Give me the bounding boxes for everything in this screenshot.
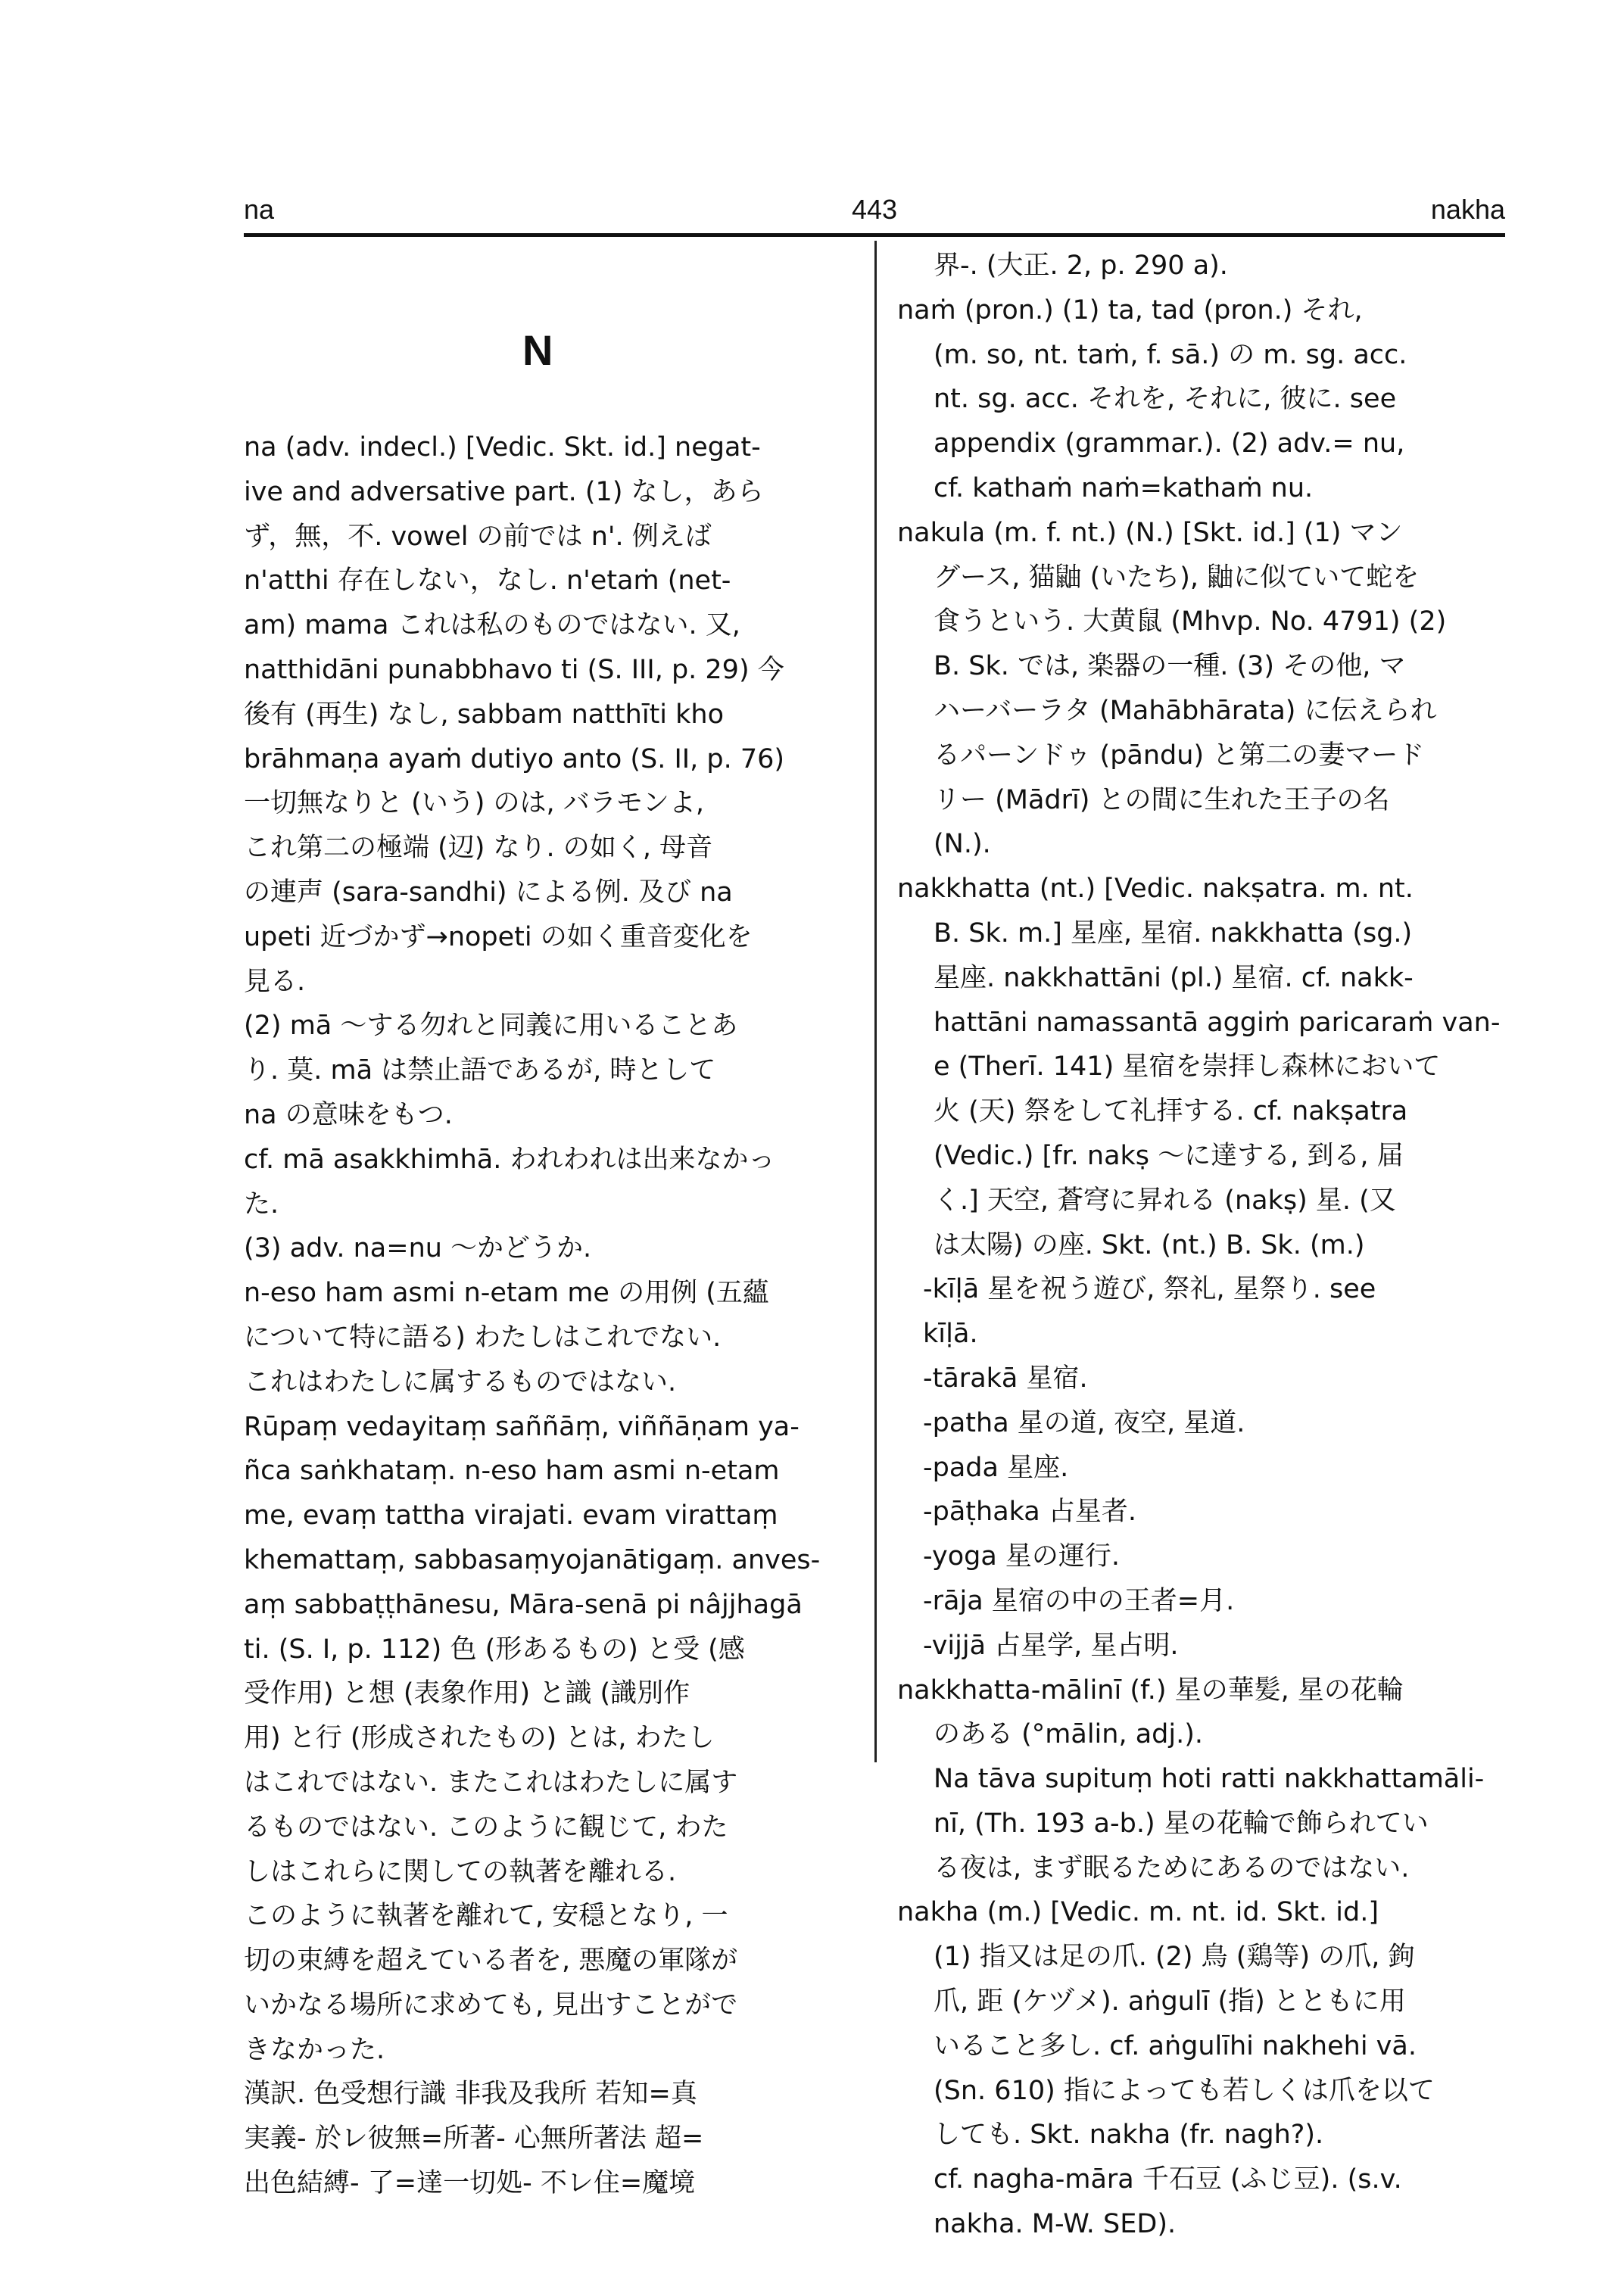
text-line: nī, (Th. 193 a-b.) 星の花輪で飾られてい bbox=[934, 1808, 1429, 1839]
text-line: るものではない. このように観じて, わた bbox=[244, 1812, 728, 1843]
text-line: リー (Mādrī) との間に生れた王子の名 bbox=[934, 784, 1390, 815]
text-line: (1) 指又は足の爪. (2) 鳥 (鶏等) の爪, 鉤 bbox=[934, 1942, 1415, 1973]
page-number: 443 bbox=[851, 194, 898, 225]
text-line: きなかった. bbox=[244, 2034, 385, 2065]
column-divider bbox=[874, 241, 877, 1762]
text-line: (2) mā ～する勿れと同義に用いることあ bbox=[244, 1011, 738, 1042]
text-line: 一切無なりと (いう) のは, バラモンよ, bbox=[244, 788, 704, 819]
text-line: na の意味をもつ. bbox=[244, 1099, 453, 1130]
text-line: nakkhatta-mālinī (f.) 星の華髪, 星の花輪 bbox=[897, 1675, 1404, 1706]
text-line: Rūpaṃ vedayitaṃ saññāṃ, viññāṇam ya- bbox=[244, 1411, 800, 1442]
text-line: 見る. bbox=[244, 966, 306, 997]
text-line: グース, 猫鼬 (いたち), 鼬に似ていて蛇を bbox=[934, 562, 1420, 593]
text-line: hattāni namassantā aggiṁ paricaraṁ van- bbox=[934, 1007, 1501, 1038]
header-left-guide-word: na bbox=[244, 194, 275, 225]
text-line: 実義- 於レ彼無=所著- 心無所著法 超= bbox=[244, 2123, 704, 2154]
text-line: 火 (天) 祭をして礼拝する. cf. nakṣatra bbox=[934, 1096, 1408, 1127]
text-line: n'atthi 存在しない，なし. n'etaṁ (net- bbox=[244, 565, 731, 597]
text-line: (3) adv. na=nu ～かどうか. bbox=[244, 1233, 592, 1264]
text-line: khemattaṃ, sabbasaṃyojanātigaṃ. anves- bbox=[244, 1544, 821, 1575]
text-line: -tārakā 星宿. bbox=[923, 1363, 1088, 1394]
text-line: (m. so, nt. taṁ, f. sā.) の m. sg. acc. bbox=[934, 339, 1407, 370]
text-line: しはこれらに関しての執著を離れる. bbox=[244, 1856, 677, 1887]
header-right-guide-word: nakha bbox=[1430, 194, 1505, 225]
text-line: -vijjā 占星学, 星占明. bbox=[923, 1630, 1179, 1661]
text-line: について特に語る) わたしはこれでない. bbox=[244, 1322, 722, 1353]
text-line: -pada 星座. bbox=[923, 1452, 1069, 1483]
text-line: の連声 (sara-sandhi) による例. 及び na bbox=[244, 877, 733, 908]
text-line: Na tāva supituṃ hoti ratti nakkhattamāli- bbox=[934, 1764, 1485, 1795]
text-line: ti. (S. I, p. 112) 色 (形あるもの) と受 (感 bbox=[244, 1634, 745, 1665]
section-letter: N bbox=[522, 326, 553, 374]
text-line: しても. Skt. nakha (fr. nagh?). bbox=[934, 2120, 1324, 2151]
text-line: e (Therī. 141) 星宿を崇拝し森林において bbox=[934, 1051, 1441, 1083]
text-line: 切の束縛を超えている者を, 悪魔の軍隊が bbox=[244, 1946, 738, 1977]
text-line: く.] 天空, 蒼穹に昇れる (nakṣ) 星. (又 bbox=[934, 1185, 1396, 1216]
text-line: のある (°mālin, adj.). bbox=[934, 1719, 1203, 1750]
text-line: brāhmaṇa ayaṁ dutiyo anto (S. II, p. 76) bbox=[244, 743, 785, 774]
left-column bbox=[244, 425, 849, 2206]
text-line: (Vedic.) [fr. nakṣ ～に達する, 到る, 届 bbox=[934, 1140, 1404, 1171]
text-line: -pāṭhaka 占星者. bbox=[923, 1497, 1136, 1528]
text-line: た. bbox=[244, 1189, 279, 1220]
text-line: kīḷā. bbox=[923, 1319, 978, 1350]
text-line: 出色結縛- 了=達一切処- 不レ住=魔境 bbox=[244, 2168, 696, 2199]
text-line: は太陽) の座. Skt. (nt.) B. Sk. (m.) bbox=[934, 1229, 1365, 1260]
text-line: natthidāni punabbhavo ti (S. III, p. 29) 今 bbox=[244, 654, 784, 685]
text-line: これはわたしに属するものではない. bbox=[244, 1366, 677, 1397]
text-line: n-eso ham asmi n-etam me の用例 (五蘊 bbox=[244, 1278, 769, 1309]
right-column bbox=[897, 244, 1503, 2247]
text-line: 爪, 距 (ケヅメ). aṅgulī (指) とともに用 bbox=[934, 1986, 1406, 2017]
text-line: naṁ (pron.) (1) ta, tad (pron.) それ, bbox=[897, 294, 1363, 326]
text-line: nakha (m.) [Vedic. m. nt. id. Skt. id.] bbox=[897, 1897, 1379, 1928]
text-line: am) mama これは私のものではない. 又, bbox=[244, 610, 740, 641]
page-header bbox=[244, 189, 1505, 235]
text-line: 用) と行 (形成されたもの) とは, わたし bbox=[244, 1723, 715, 1754]
text-line: nakula (m. f. nt.) (N.) [Skt. id.] (1) マン bbox=[897, 517, 1403, 548]
text-line: upeti 近づかず→nopeti の如く重音変化を bbox=[244, 921, 753, 952]
text-line: これ第二の極端 (辺) なり. の如く, 母音 bbox=[244, 833, 713, 864]
text-line: appendix (grammar.). (2) adv.= nu, bbox=[934, 428, 1405, 460]
text-line: -rāja 星宿の中の王者=月. bbox=[923, 1585, 1235, 1616]
text-line: 星座. nakkhattāni (pl.) 星宿. cf. nakk- bbox=[934, 962, 1414, 993]
text-line: 食うという. 大黄鼠 (Mhvp. No. 4791) (2) bbox=[934, 606, 1447, 637]
text-line: cf. kathaṁ naṁ=kathaṁ nu. bbox=[934, 472, 1314, 503]
text-line: nt. sg. acc. それを, それに, 彼に. see bbox=[934, 384, 1397, 415]
text-line: ず，無，不. vowel の前では n'. 例えば bbox=[244, 521, 712, 552]
text-line: る夜は, まず眠るためにあるのではない. bbox=[934, 1852, 1410, 1883]
text-line: いかなる場所に求めても, 見出すことがで bbox=[244, 1989, 738, 2020]
text-line: B. Sk. m.] 星座, 星宿. nakkhatta (sg.) bbox=[934, 918, 1413, 949]
text-line: -kīḷā 星を祝う遊び, 祭礼, 星祭り. see bbox=[923, 1274, 1376, 1305]
text-line: 界-. (大正. 2, p. 290 a). bbox=[934, 251, 1228, 281]
text-line: ive and adversative part. (1) なし，あら bbox=[244, 476, 764, 507]
text-line: -yoga 星の運行. bbox=[923, 1541, 1121, 1572]
text-line: ñca saṅkhataṃ. n-eso ham asmi n-etam bbox=[244, 1456, 780, 1487]
text-line: 後有 (再生) なし, sabbam natthīti kho bbox=[244, 699, 725, 730]
text-line: いること多し. cf. aṅgulīhi nakhehi vā. bbox=[934, 2030, 1417, 2061]
text-line: aṃ sabbaṭṭhānesu, Māra-senā pi nâjjhagā bbox=[244, 1589, 803, 1620]
text-line: 受作用) と想 (表象作用) と識 (識別作 bbox=[244, 1678, 690, 1709]
text-line: nakkhatta (nt.) [Vedic. nakṣatra. m. nt. bbox=[897, 874, 1414, 905]
text-line: -patha 星の道, 夜空, 星道. bbox=[923, 1407, 1245, 1438]
text-line: me, evaṃ tattha virajati. evam virattaṃ bbox=[244, 1500, 778, 1531]
text-line: り. 莫. mā は禁止語であるが, 時として bbox=[244, 1055, 716, 1086]
text-line: 漢訳. 色受想行識 非我及我所 若知=真 bbox=[244, 2079, 697, 2110]
text-line: ハーバーラタ (Mahābhārata) に伝えられ bbox=[934, 695, 1437, 726]
text-line: B. Sk. では, 楽器の一種. (3) その他, マ bbox=[934, 651, 1406, 682]
text-line: (Sn. 610) 指によっても若しくは爪を以て bbox=[934, 2075, 1435, 2106]
text-line: na (adv. indecl.) [Vedic. Skt. id.] negat- bbox=[244, 432, 761, 463]
text-line: cf. mā asakkhimhā. われわれは出来なかっ bbox=[244, 1144, 775, 1175]
text-line: cf. nagha-māra 千石豆 (ふじ豆). (s.v. bbox=[934, 2164, 1402, 2195]
text-line: nakha. M-W. SED). bbox=[934, 2209, 1177, 2240]
text-line: (N.). bbox=[934, 829, 991, 860]
text-line: はこれではない. またこれはわたしに属す bbox=[244, 1767, 738, 1798]
text-line: るパーンドゥ (pāndu) と第二の妻マード bbox=[934, 740, 1425, 771]
text-line: このように執著を離れて, 安穏となり, 一 bbox=[244, 1901, 728, 1932]
header-rule bbox=[244, 233, 1505, 237]
